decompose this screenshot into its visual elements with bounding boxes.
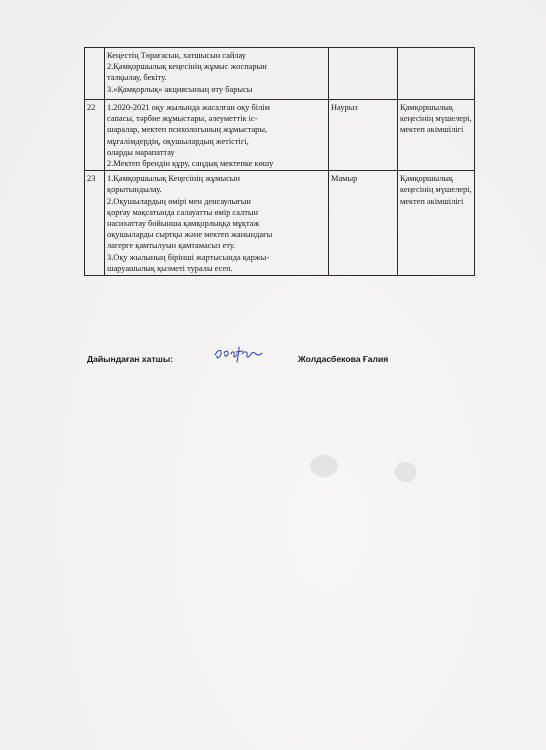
content-line: 2.Қамқоршылық кеңесінің жұмыс жоспарын: [107, 62, 267, 72]
table-row: [85, 48, 475, 100]
responsible-line: Қамқоршылық: [400, 174, 453, 184]
content-line: сапасы, тәрбие жұмыстары, әлеуметтік іс-: [107, 114, 258, 124]
content-line: 3.Оқу жылының бірінші жартысында қаржы-: [107, 252, 269, 262]
table-row: [85, 100, 475, 171]
handwritten-signature: [212, 343, 264, 365]
responsible-line: кеңесінің мүшелері,: [400, 114, 472, 124]
row-responsible: [398, 100, 475, 171]
row-number: 22: [85, 100, 105, 171]
content-line: 2.Оқушылардың өмірі мен денсаулығын: [107, 196, 251, 206]
row-responsible: [398, 171, 475, 276]
content-line: 2.Мектеп брендін құру, саңдық мектепке көшу: [107, 159, 274, 169]
row-month: Наурыз: [329, 100, 398, 171]
row-month: Мамыр: [329, 171, 398, 276]
row-content: [105, 100, 329, 171]
work-plan-table: [84, 47, 475, 276]
row-number: 23: [85, 171, 105, 276]
content-line: мұғалімдердің, оқушылардың жетістігі,: [107, 136, 249, 146]
content-line: лагерге қамтылуын қамтамасыз ету.: [107, 241, 236, 251]
content-line: шаралар, мектеп психологының жұмыстары,: [107, 125, 268, 135]
row-responsible: [398, 48, 475, 100]
content-line: оларды марапаттау: [107, 147, 175, 157]
row-number: [85, 48, 105, 100]
responsible-line: мектеп әкімшілігі: [400, 125, 464, 135]
content-line: қорытындылау.: [107, 185, 162, 195]
row-content: [105, 171, 329, 276]
row-month: [329, 48, 398, 100]
paper-smudge: [395, 462, 417, 482]
content-line: насихаттау бойынша қамқорлыққа мұқтаж: [107, 219, 260, 229]
paper-smudge: [310, 455, 338, 477]
row-content: [105, 48, 329, 100]
prepared-by-label: Дайындаған хатшы:: [87, 354, 174, 364]
responsible-line: мектеп әкімшілігі: [400, 196, 464, 206]
responsible-line: кеңесінің мүшелері,: [400, 185, 472, 195]
content-line: Кеңестің Төрағасын, хатшысын сайлау: [107, 51, 246, 60]
content-line: 3.«Қамқорлық» акциясының өту барысы: [107, 84, 253, 94]
content-line: 1.Қамқоршылық Кеңесінің жұмысын: [107, 174, 240, 184]
responsible-line: Қамқоршылық: [400, 103, 453, 112]
content-line: шаруашылық қызметі туралы есеп.: [107, 263, 233, 273]
secretary-name: Жолдасбекова Ғалия: [298, 354, 389, 364]
content-line: 1.2020-2021 оқу жылында жасалған оқу білім: [107, 103, 270, 112]
table-row: [85, 171, 475, 276]
content-line: қорғау мақсатында салауатты өмір салтын: [107, 207, 258, 217]
content-line: талқылау, бекіту.: [107, 73, 167, 83]
content-line: оқушыларды сыртқы және мектеп жанындағы: [107, 230, 273, 240]
